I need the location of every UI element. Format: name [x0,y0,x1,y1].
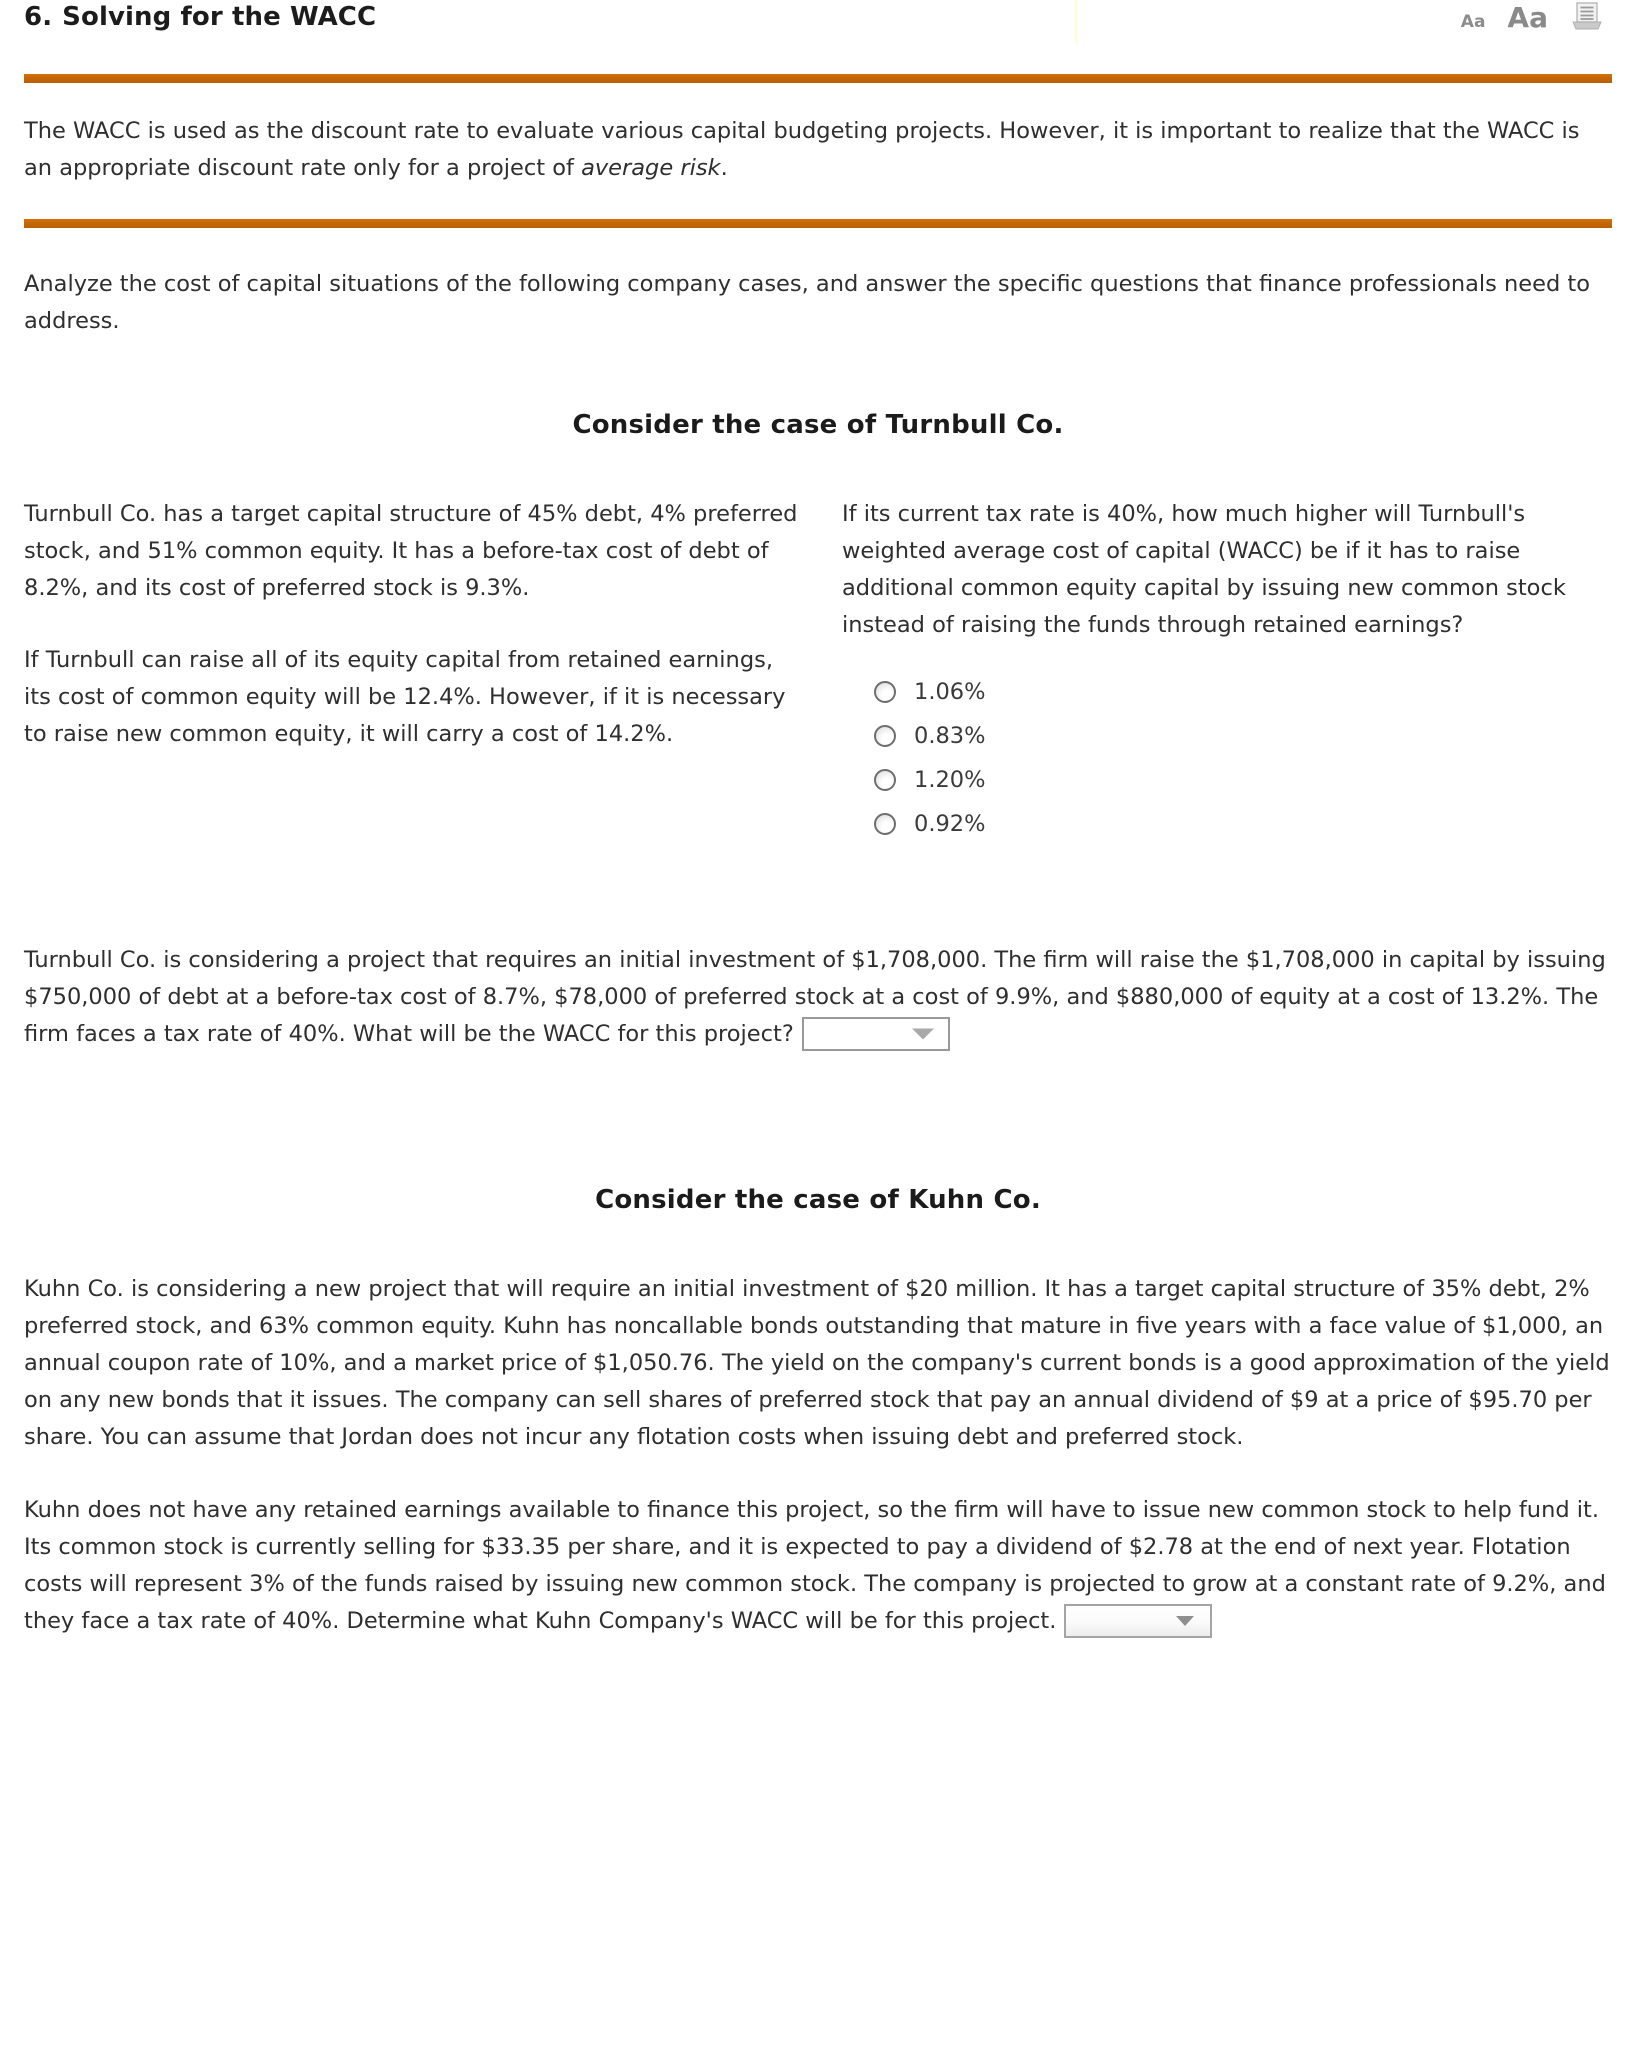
intro-text-italic: average risk [581,155,721,181]
turnbull-wacc-dropdown[interactable] [802,1017,950,1051]
option-row[interactable] [874,714,1602,758]
option-label: 0.83% [914,723,986,749]
page-title-number: 6. [24,2,53,32]
option-label: 0.92% [914,811,986,837]
decrease-font-size-button[interactable]: Aa [1460,12,1486,32]
kuhn-paragraph-two [24,1492,1612,1640]
turnbull-question-text: If its current tax rate is 40%, how much higher will Turnbull's weighted average cost of capital (WACC) be if it has to raise additional common equity capital by issuing new common stock instead of raising the funds through retained earnings? [842,501,1566,638]
kuhn-wacc-dropdown[interactable] [1064,1604,1212,1638]
intro-text-part2: . [720,155,728,181]
radio-button-icon[interactable] [874,769,896,791]
intro-block [24,113,1612,187]
radio-button-icon[interactable] [874,813,896,835]
divider-rule-top [24,74,1612,83]
turnbull-project-text: Turnbull Co. is considering a project that requires an initial investment of $1,708,000. The firm will raise the $1,708,000 in capital by issuing $750,000 of debt at a before-tax cost of 8.7%, $78,000 of preferred stock at a cost of 9.9%, and $880,000 of equity at a cost of 13.2%. The firm faces a tax rate of 40%. What will be the WACC for this project? [24,947,1606,1047]
instruction-paragraph: Analyze the cost of capital situations of the following company cases, and answer the specific questions that finance professionals need to address. [24,271,1590,334]
turnbull-right-column [842,496,1602,846]
option-row[interactable] [874,670,1602,714]
turnbull-answer-options [842,670,1602,846]
page-header [24,0,1612,52]
radio-button-icon[interactable] [874,725,896,747]
turnbull-two-column-section [24,496,1612,846]
option-row[interactable] [874,802,1602,846]
header-vertical-divider [1075,0,1078,44]
turnbull-equity-cost-paragraph: If Turnbull can raise all of its equity capital from retained earnings, its cost of common equity will be 12.4%. However, if it is necessary to raise new common equity, it will carry a cost of 14.2%. [24,647,786,747]
kuhn-paragraph-one: Kuhn Co. is considering a new project that will require an initial investment of $20 million. It has a target capital structure of 35% debt, 2% preferred stock, and 63% common equity. Kuhn has noncallable bonds outstanding that mature in five years with a face value of $1,000, an annual coupon rate of 10%, and a market price of $1,050.76. The yield on the company's current bonds is a good approximation of the yield on any new bonds that it issues. The company can sell shares of preferred stock that pay an annual dividend of $9 at a price of $95.70 per share. You can assume that Jordan does not incur any flotation costs when issuing debt and preferred stock. [24,1276,1610,1450]
chevron-down-icon [912,1028,934,1039]
header-tools [1461,0,1604,35]
turnbull-case-heading: Consider the case of Turnbull Co. [572,410,1064,440]
kuhn-case-heading: Consider the case of Kuhn Co. [595,1185,1041,1215]
chevron-down-icon [1176,1616,1194,1626]
radio-button-icon[interactable] [874,681,896,703]
intro-text-part1: The WACC is used as the discount rate to evaluate various capital budgeting projects. However, it is important to realize that the WACC is an appropriate discount rate only for a project of [24,118,1580,181]
turnbull-left-column [24,496,804,753]
option-label: 1.20% [914,767,986,793]
kuhn-paragraph-two-text: Kuhn does not have any retained earnings available to finance this project, so the firm will have to issue new common stock to help fund it. Its common stock is currently selling for $33.35 per share, and it is expected to pay a dividend of $2.78 at the end of next year. Flotation costs will represent 3% of the funds raised by issuing new common stock. The company is projected to grow at a constant rate of 9.2%, and they face a tax rate of 40%. Determine what Kuhn Company's WACC will be for this project. [24,1497,1606,1634]
option-row[interactable] [874,758,1602,802]
option-label: 1.06% [914,679,986,705]
divider-rule-bottom [24,219,1612,228]
page-title [24,0,376,32]
turnbull-capital-structure-paragraph: Turnbull Co. has a target capital structure of 45% debt, 4% preferred stock, and 51% common equity. It has a before-tax cost of debt of 8.2%, and its cost of preferred stock is 9.3%. [24,501,798,601]
increase-font-size-button[interactable]: Aa [1507,1,1548,34]
page-title-text: Solving for the WACC [62,2,377,32]
print-icon[interactable] [1570,1,1604,35]
turnbull-project-paragraph [24,942,1612,1053]
intro-paragraph [24,113,1594,187]
